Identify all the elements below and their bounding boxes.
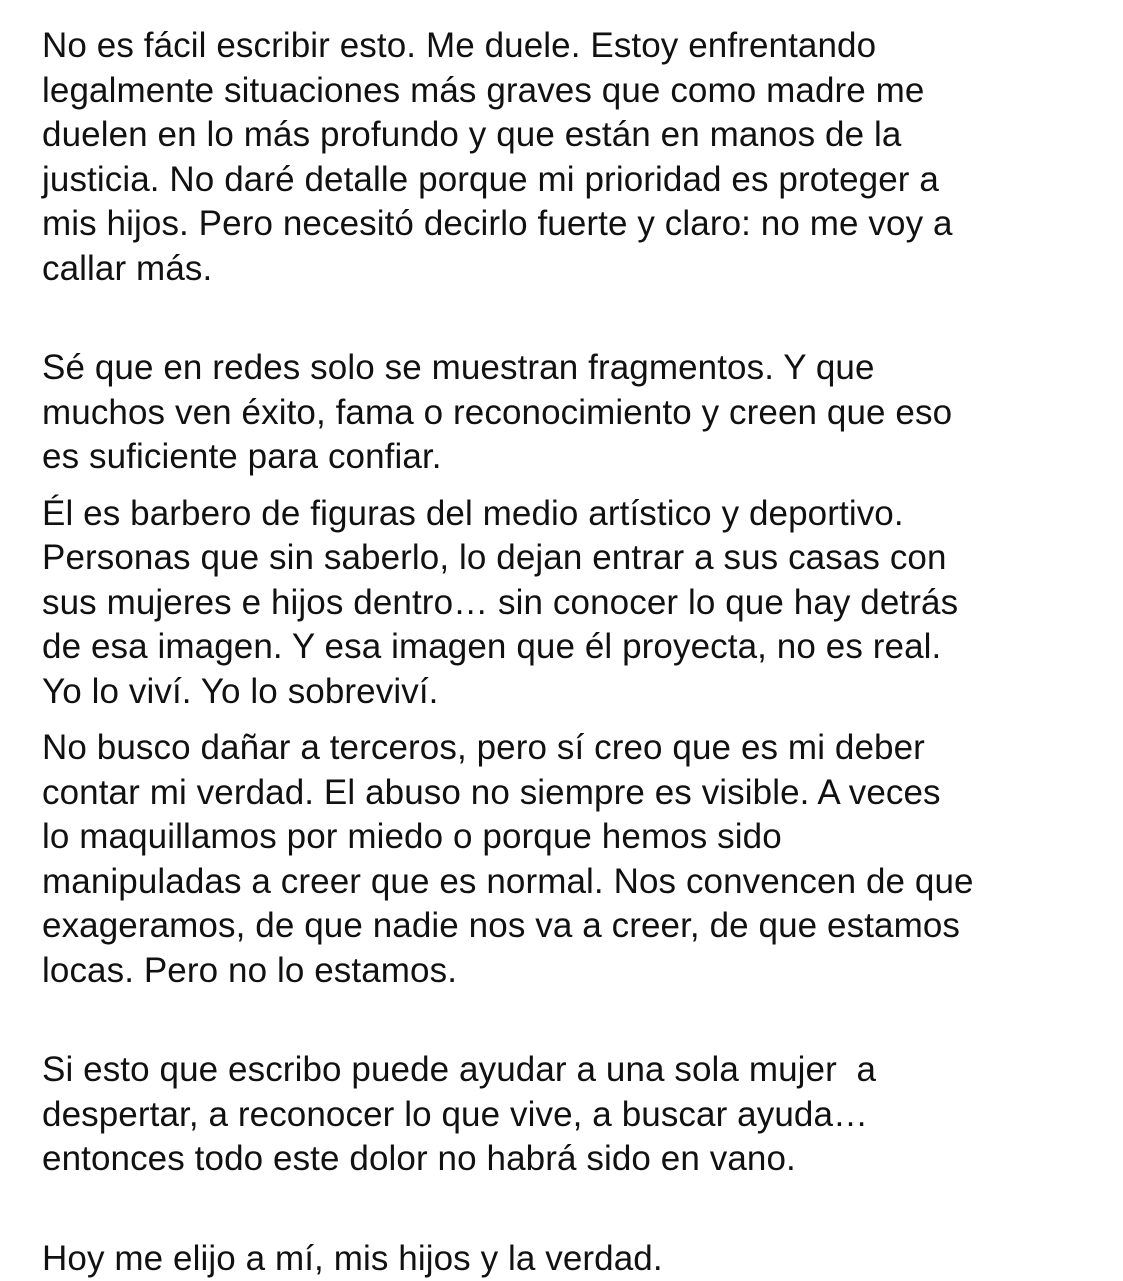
- paragraph-spacer: [42, 1182, 1102, 1237]
- paragraph: [42, 1237, 1102, 1281]
- text-line: duelen en lo más profundo y que están en manos de la: [42, 113, 1102, 158]
- text-line: exageramos, de que nadie nos va a creer, de que estamos: [42, 904, 1102, 949]
- text-line: callar más.: [42, 247, 1102, 292]
- paragraph: [42, 1048, 1102, 1182]
- text-line: Sé que en redes solo se muestran fragmentos. Y que: [42, 346, 1102, 391]
- text-line: mis hijos. Pero necesitó decirlo fuerte y claro: no me voy a: [42, 202, 1102, 247]
- text-line: Hoy me elijo a mí, mis hijos y la verdad.: [42, 1237, 1102, 1281]
- note-text-body: [42, 24, 1102, 1281]
- text-line: de esa imagen. Y esa imagen que él proyecta, no es real.: [42, 625, 1102, 670]
- text-line: es suficiente para confiar.: [42, 435, 1102, 480]
- paragraph: [42, 346, 1102, 480]
- text-line: sus mujeres e hijos dentro… sin conocer lo que hay detrás: [42, 581, 1102, 626]
- text-line: Yo lo viví. Yo lo sobreviví.: [42, 670, 1102, 715]
- text-line: Si esto que escribo puede ayudar a una sola mujer a: [42, 1048, 1102, 1093]
- paragraph: [42, 726, 1102, 993]
- text-line: Él es barbero de figuras del medio artístico y deportivo.: [42, 492, 1102, 537]
- text-line: lo maquillamos por miedo o porque hemos sido: [42, 815, 1102, 860]
- paragraph-spacer: [42, 714, 1102, 726]
- paragraph-spacer: [42, 291, 1102, 346]
- text-line: contar mi verdad. El abuso no siempre es visible. A veces: [42, 771, 1102, 816]
- text-line: justicia. No daré detalle porque mi prioridad es proteger a: [42, 158, 1102, 203]
- text-line: despertar, a reconocer lo que vive, a buscar ayuda…: [42, 1093, 1102, 1138]
- text-line: No busco dañar a terceros, pero sí creo que es mi deber: [42, 726, 1102, 771]
- text-line: locas. Pero no lo estamos.: [42, 949, 1102, 994]
- text-line: Personas que sin saberlo, lo dejan entrar a sus casas con: [42, 536, 1102, 581]
- paragraph: [42, 492, 1102, 715]
- paragraph-spacer: [42, 480, 1102, 492]
- text-line: manipuladas a creer que es normal. Nos convencen de que: [42, 860, 1102, 905]
- text-line: No es fácil escribir esto. Me duele. Estoy enfrentando: [42, 24, 1102, 69]
- paragraph: [42, 24, 1102, 291]
- text-line: legalmente situaciones más graves que como madre me: [42, 69, 1102, 114]
- paragraph-spacer: [42, 993, 1102, 1048]
- text-line: entonces todo este dolor no habrá sido en vano.: [42, 1137, 1102, 1182]
- text-line: muchos ven éxito, fama o reconocimiento y creen que eso: [42, 391, 1102, 436]
